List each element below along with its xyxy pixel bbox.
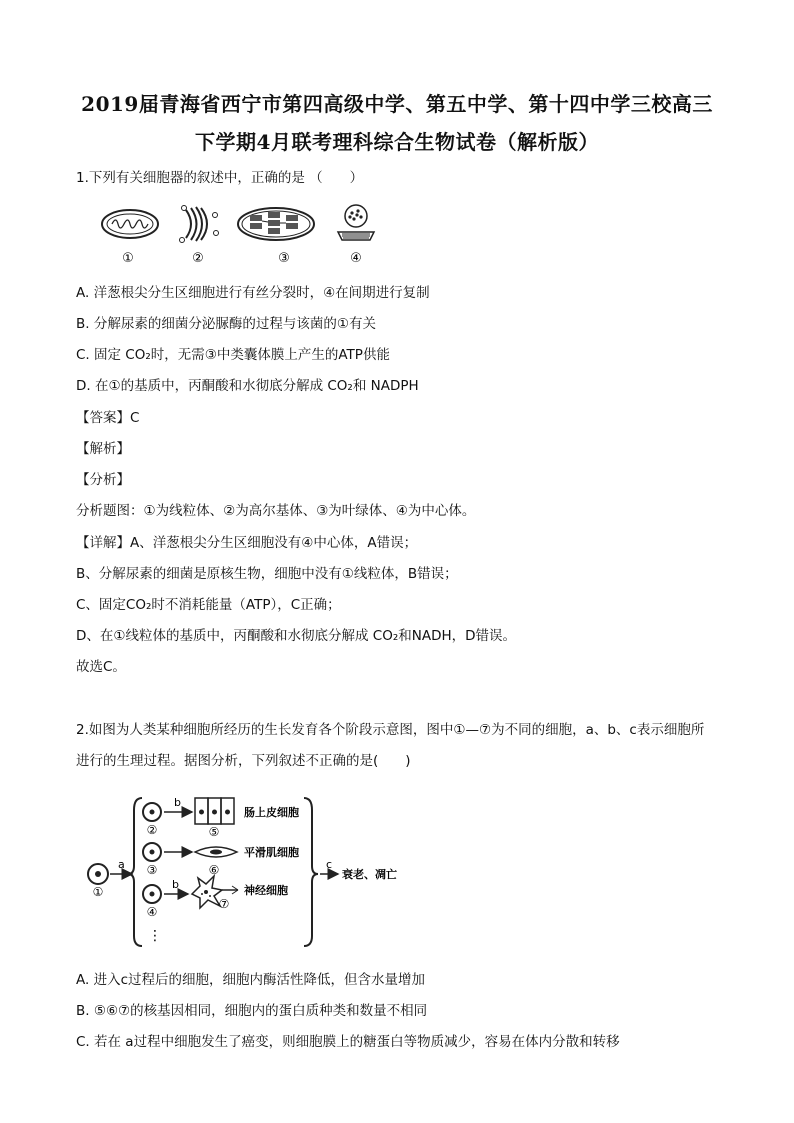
- golgi-apparatus-icon: [180, 206, 219, 243]
- cell-label-1: ①: [92, 885, 104, 899]
- q1-detail-line: D、在①线粒体的基质中，丙酮酸和水彻底分解成 CO₂和NADH，D错误。: [76, 628, 517, 644]
- cell-development-figure: [82, 790, 412, 950]
- q1-option-a: A. 洋葱根尖分生区细胞进行有丝分裂时，④在间期进行复制: [76, 285, 430, 301]
- process-label-a: a: [118, 858, 125, 871]
- document-title-line-2: 下学期4月联考理科综合生物试卷（解析版）: [195, 130, 599, 154]
- product-name-3: 神经细胞: [244, 884, 288, 897]
- cell-label-2: ②: [146, 823, 158, 837]
- cell-label-3: ③: [146, 863, 158, 877]
- process-label-b: b: [174, 796, 181, 809]
- centrosome-icon: [338, 205, 374, 240]
- cell-4-icon: [143, 885, 161, 903]
- mitochondrion-icon: [102, 210, 158, 238]
- q2-option-a: A. 进入c过程后的细胞，细胞内酶活性降低，但含水量增加: [76, 972, 426, 988]
- question-1-stem: 1.下列有关细胞器的叙述中，正确的是 （ ）: [76, 170, 364, 186]
- q1-option-c: C. 固定 CO₂时，无需③中类囊体膜上产生的ATP供能: [76, 347, 390, 363]
- cell-3-icon: [143, 843, 161, 861]
- right-brace: [304, 798, 318, 946]
- q1-detail-line: B、分解尿素的细菌是原核生物，细胞中没有①线粒体，B错误；: [76, 566, 458, 582]
- q1-conclusion: 故选C。: [76, 659, 126, 675]
- q1-answer: 【答案】C: [76, 410, 140, 426]
- figure-label-2: ②: [192, 251, 204, 266]
- q1-detail-line: 【详解】A、洋葱根尖分生区细胞没有④中心体，A错误；: [76, 535, 418, 551]
- chloroplast-icon: [238, 208, 314, 240]
- product-name-1: 肠上皮细胞: [244, 806, 299, 819]
- organelle-figure: [98, 198, 398, 268]
- q1-option-b: B. 分解尿素的细菌分泌脲酶的过程与该菌的①有关: [76, 316, 376, 332]
- neuron-cell-icon: [192, 876, 238, 908]
- q1-analysis-text: 分析题图：①为线粒体、②为高尔基体、③为叶绿体、④为中心体。: [76, 503, 476, 519]
- product-name-2: 平滑肌细胞: [244, 846, 299, 859]
- cell-label-6: ⑥: [208, 863, 220, 877]
- figure-label-3: ③: [278, 251, 290, 266]
- intestinal-epithelial-cells-icon: [195, 798, 234, 824]
- q1-analysis-header: 【解析】: [76, 441, 130, 457]
- process-label-c: c: [326, 858, 333, 871]
- cell-label-5: ⑤: [208, 825, 220, 839]
- end-stage-label: 衰老、凋亡: [342, 868, 397, 881]
- q1-analysis-sub: 【分析】: [76, 472, 130, 488]
- cell-label-4: ④: [146, 905, 158, 919]
- continuation-dots: ⋮: [148, 928, 162, 944]
- process-label-b-2: b: [172, 878, 179, 891]
- q1-option-d: D. 在①的基质中，丙酮酸和水彻底分解成 CO₂和 NADPH: [76, 378, 419, 394]
- smooth-muscle-cell-icon: [195, 847, 237, 857]
- cell-2-icon: [143, 803, 161, 821]
- left-brace: [128, 798, 142, 946]
- q2-option-c: C. 若在 a过程中细胞发生了癌变，则细胞膜上的糖蛋白等物质减少，容易在体内分散和转移: [76, 1034, 620, 1050]
- q2-option-b: B. ⑤⑥⑦的核基因相同，细胞内的蛋白质种类和数量不相同: [76, 1003, 428, 1019]
- figure-label-4: ④: [350, 251, 362, 266]
- question-2-stem-line-2: 进行的生理过程。据图分析，下列叙述不正确的是( ): [76, 753, 411, 769]
- cell-label-7: ⑦: [218, 897, 230, 911]
- document-title-line-1: 2019届青海省西宁市第四高级中学、第五中学、第十四中学三校高三: [81, 92, 713, 116]
- question-2-stem-line-1: 2.如图为人类某种细胞所经历的生长发育各个阶段示意图，图中①—⑦为不同的细胞，a、b、c表示细胞所: [76, 722, 705, 738]
- cell-1-icon: [88, 864, 108, 884]
- figure-label-1: ①: [122, 251, 134, 266]
- q1-detail-line: C、固定CO₂时不消耗能量（ATP），C正确；: [76, 597, 341, 613]
